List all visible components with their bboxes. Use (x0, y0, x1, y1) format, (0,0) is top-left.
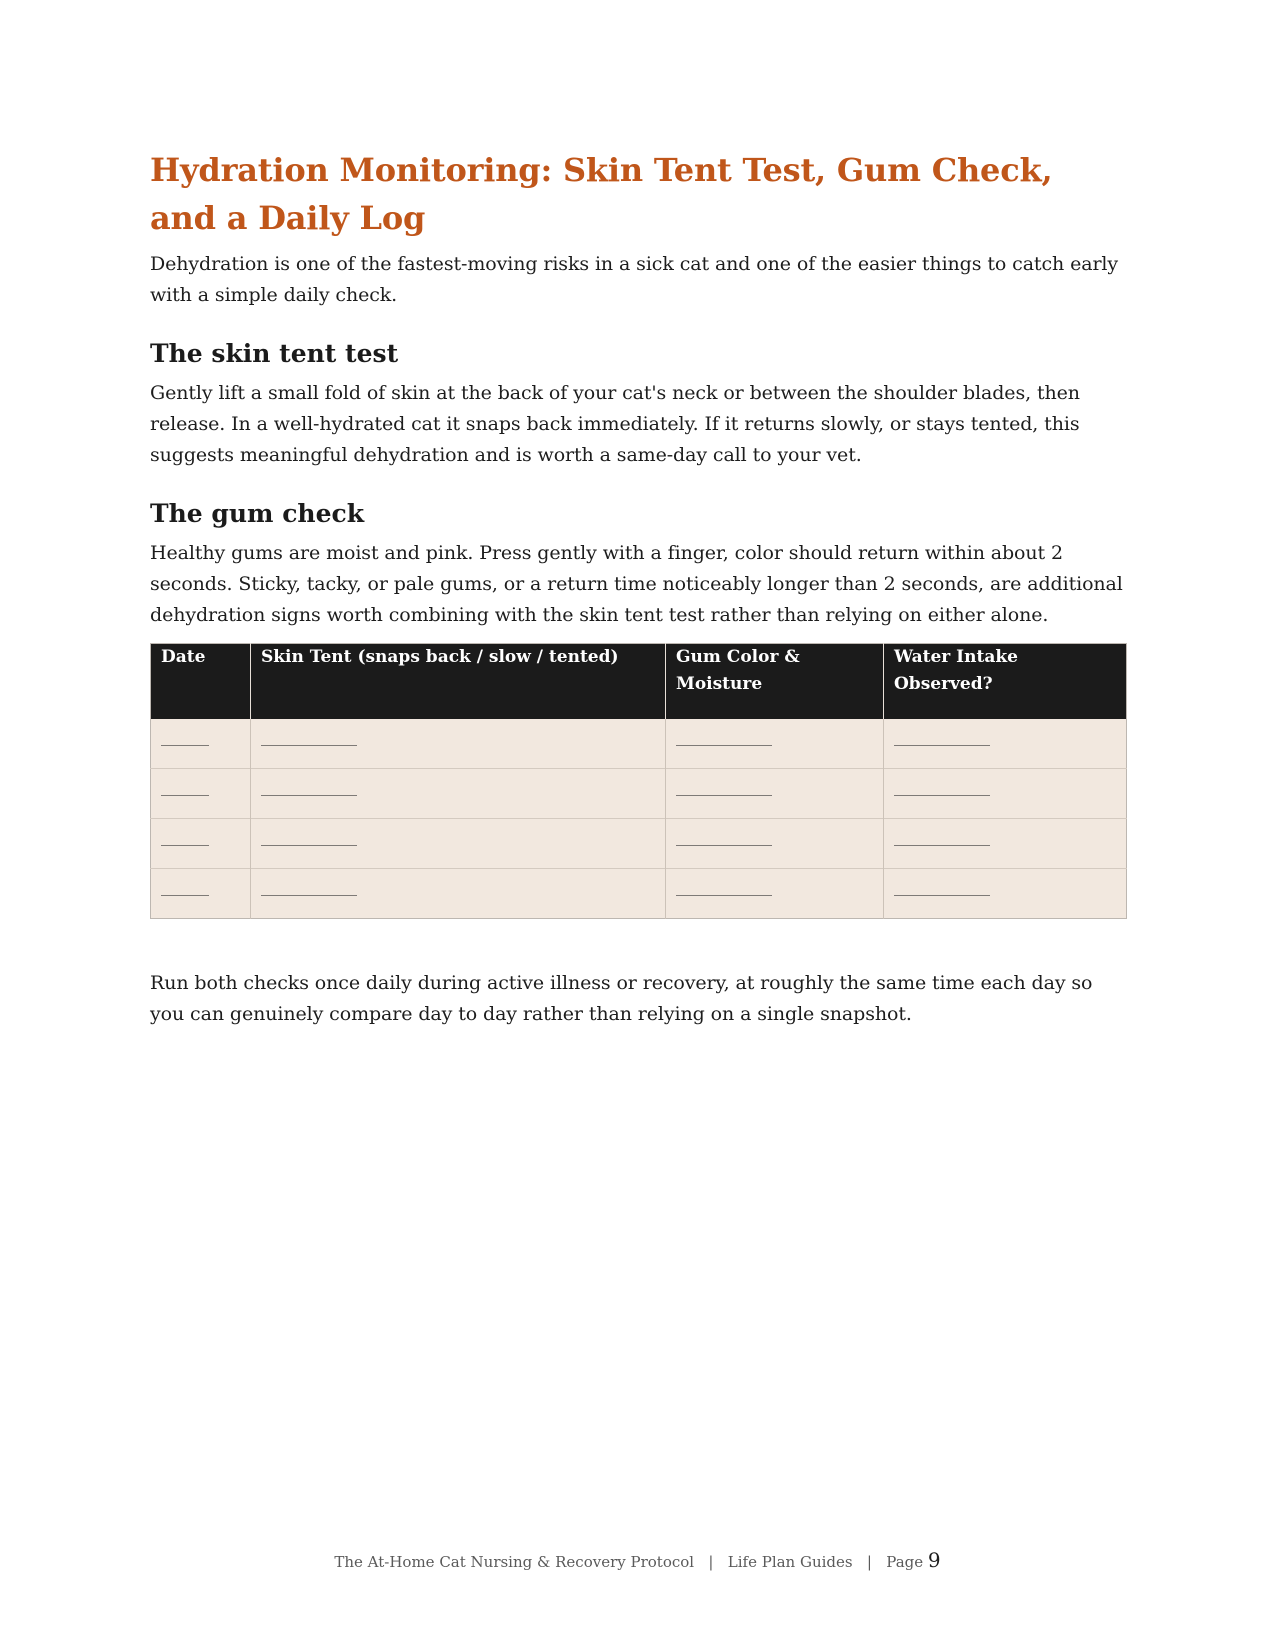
date-entry-blank[interactable]: ______ (151, 719, 251, 769)
column-header-date: Date (151, 644, 251, 720)
gum-color-entry-blank[interactable]: ____________ (666, 719, 884, 769)
column-header-water-intake: Water Intake Observed? (884, 644, 1127, 720)
closing-paragraph: Run both checks once daily during active illness or recovery, at roughly the same time each day so you can genuinely compare day to day rather than relying on a single snapshot. (150, 972, 1093, 1025)
gum-color-entry-blank[interactable]: ____________ (666, 769, 884, 819)
footer-page-number: 9 (927, 1548, 941, 1572)
footer-publisher: Life Plan Guides (727, 1553, 853, 1571)
water-intake-entry-blank[interactable]: ____________ (884, 769, 1127, 819)
intro-paragraph: Dehydration is one of the fastest-moving risks in a sick cat and one of the easier things to catch early with a simple daily check. (150, 253, 1119, 306)
column-header-gum-color: Gum Color & Moisture (666, 644, 884, 720)
table-header-row (151, 644, 1127, 720)
date-entry-blank[interactable]: ______ (151, 819, 251, 869)
section-heading-gum-check: The gum check (150, 499, 365, 528)
hydration-log-table (150, 643, 1127, 919)
table-row (151, 819, 1127, 869)
page-footer: The At-Home Cat Nursing & Recovery Protocol | Life Plan Guides | Page 9 (334, 1548, 941, 1572)
skin-tent-entry-blank[interactable]: ____________ (251, 869, 666, 919)
water-intake-entry-blank[interactable]: ____________ (884, 819, 1127, 869)
water-intake-entry-blank[interactable]: ____________ (884, 869, 1127, 919)
skin-tent-entry-blank[interactable]: ____________ (251, 819, 666, 869)
skin-tent-entry-blank[interactable]: ____________ (251, 769, 666, 819)
water-intake-entry-blank[interactable]: ____________ (884, 719, 1127, 769)
date-entry-blank[interactable]: ______ (151, 869, 251, 919)
table-row (151, 869, 1127, 919)
table-row (151, 769, 1127, 819)
gum-color-entry-blank[interactable]: ____________ (666, 869, 884, 919)
section-heading-skin-tent: The skin tent test (150, 339, 399, 368)
table-row (151, 719, 1127, 769)
document-page (150, 146, 1125, 1030)
footer-doc-title: The At-Home Cat Nursing & Recovery Protocol (334, 1553, 695, 1571)
column-header-skin-tent: Skin Tent (snaps back / slow / tented) (251, 644, 666, 720)
section-body-skin-tent: Gently lift a small fold of skin at the back of your cat's neck or between the shoulder blades, then release. In a well-hydrated cat it snaps back immediately. If it returns slowly, or stays tented, this suggests meaningful dehydration and is worth a same-day call to your vet. (150, 382, 1080, 466)
gum-color-entry-blank[interactable]: ____________ (666, 819, 884, 869)
section-body-gum-check: Healthy gums are moist and pink. Press gently with a finger, color should return within about 2 seconds. Sticky, tacky, or pale gums, or a return time noticeably longer than 2 seconds, are additional dehydration signs worth combining with the skin tent test rather than relying on either alone. (150, 542, 1123, 626)
page-title: Hydration Monitoring: Skin Tent Test, Gum Check, and a Daily Log (150, 151, 1053, 237)
footer-page-label: Page (886, 1553, 924, 1571)
skin-tent-entry-blank[interactable]: ____________ (251, 719, 666, 769)
date-entry-blank[interactable]: ______ (151, 769, 251, 819)
